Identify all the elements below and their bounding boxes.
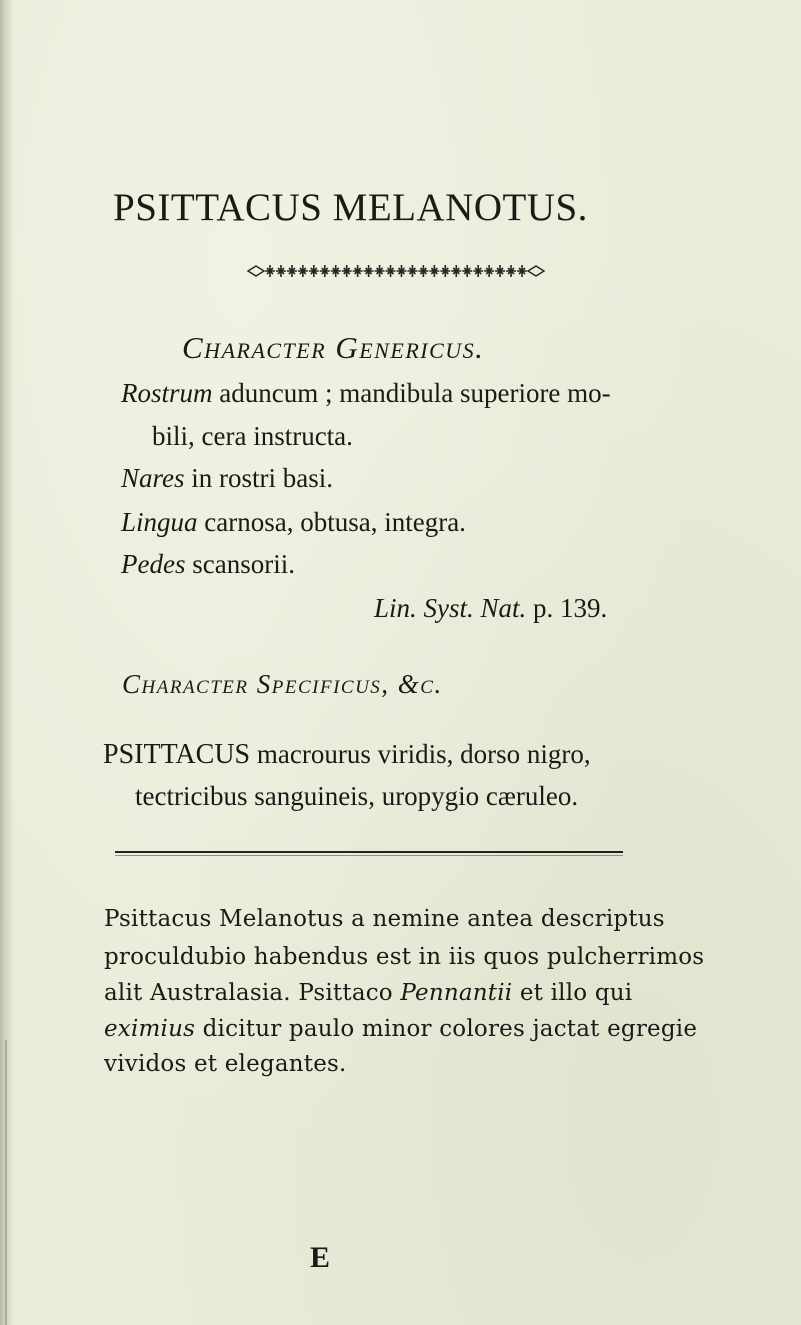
term-pennantii: Pennantii (400, 980, 513, 1006)
term-eximius: eximius (104, 1016, 196, 1042)
species-genus: PSITTACUS (103, 739, 251, 770)
paragraph-line-4b: dicitur paulo minor colores jactat egregie (195, 1016, 698, 1042)
page-gutter-shadow (0, 0, 14, 1325)
specific-desc: macrourus viridis, dorso nigro, (250, 739, 591, 769)
paragraph-line-5: vividos et elegantes. (104, 1051, 347, 1077)
term-pedes: Pedes (121, 549, 186, 579)
crosslet-border-icon (246, 256, 546, 286)
page-title: PSITTACUS MELANOTUS. (113, 186, 588, 229)
rostrum-desc: aduncum ; mandibula superiore mo- (212, 378, 611, 408)
rostrum-desc-cont: bili, cera instructa. (152, 421, 353, 451)
paragraph-line-2: proculdubio habendus est in iis quos pulcherrimos (104, 944, 705, 970)
paragraph-line-3a: alit Australasia. Psittaco (104, 980, 401, 1006)
specific-desc-cont: tectricibus sanguineis, uropygio cæruleo. (135, 781, 579, 811)
generic-line-pedes (121, 546, 295, 582)
specific-line-2 (135, 778, 578, 814)
generic-line-rostrum-cont (152, 418, 353, 454)
section-divider-thin (115, 855, 623, 856)
specific-line-1 (103, 736, 591, 773)
nares-desc: in rostri basi. (184, 463, 334, 493)
generic-line-rostrum (121, 375, 611, 411)
section-divider (115, 851, 623, 853)
paragraph-line-3b: et illo qui (512, 980, 633, 1006)
signature-mark: E (310, 1241, 331, 1274)
paragraph-line-4 (104, 1011, 697, 1047)
reference-work: Lin. Syst. Nat. (374, 593, 527, 623)
paragraph-line-3 (104, 975, 632, 1011)
character-specificus-heading: Character Specificus, &c. (122, 669, 443, 699)
term-nares: Nares (121, 463, 185, 493)
binding-edge (5, 1040, 7, 1325)
term-lingua: Lingua (121, 507, 198, 537)
pedes-desc: scansorii. (185, 549, 295, 579)
generic-line-nares (121, 460, 333, 496)
linnaeus-reference (374, 590, 607, 626)
generic-line-lingua (121, 504, 466, 540)
term-rostrum: Rostrum (121, 378, 213, 408)
lingua-desc: carnosa, obtusa, integra. (197, 507, 466, 537)
reference-page: p. 139. (526, 593, 608, 623)
character-genericus-heading: Character Genericus. (182, 330, 485, 365)
paragraph-line-1: Psittacus Melanotus a nemine antea descriptus (104, 906, 665, 932)
